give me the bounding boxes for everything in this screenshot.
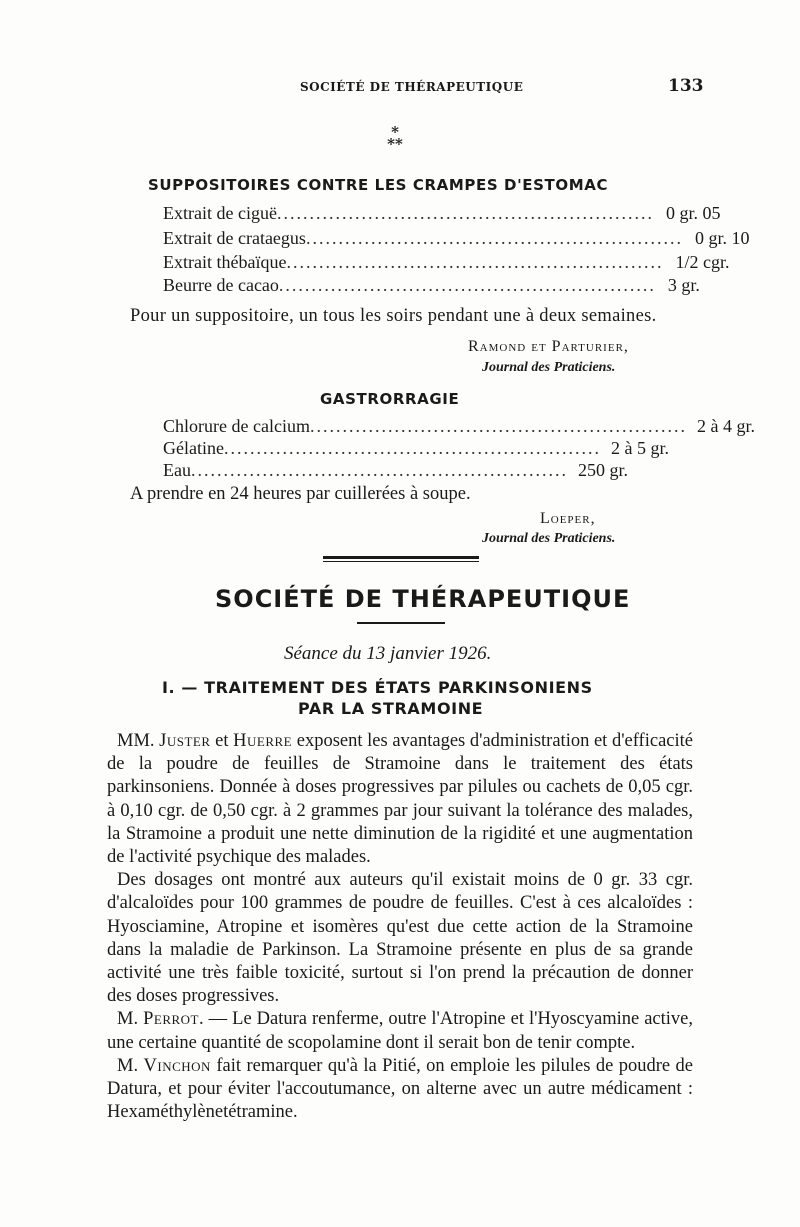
session-date: Séance du 13 janvier 1926. [284, 643, 492, 664]
prefix: M. [117, 1055, 144, 1076]
rx-line [163, 228, 750, 249]
gastrorragie-title: GASTRORRAGIE [320, 390, 460, 408]
rx-qty: 0 gr. 05 [665, 203, 721, 223]
rx-line [163, 460, 643, 481]
section-title-line2: PAR LA STRAMOINE [298, 699, 484, 718]
double-rule-bottom [323, 561, 479, 562]
paragraph-text: Des dosages ont montré aux auteurs qu'il existait moins de 0 gr. 33 cgr. d'alcaloïdes pour 100 grammes de poudre de feuilles. C'est à ces alcaloïdes : Hyosciamine, Atropine et isomères qu'est due cette action de la Stramoine dans la maladie de Parkinson. La Stramoine présente en plus de sa grande activité une très faible toxicité, surtout si l'on prend la précaution de donner des doses progressives. [107, 870, 693, 1007]
rx-name: Extrait thébaïque [163, 252, 287, 272]
leader-dots: .......................................................... [305, 228, 683, 248]
suppositoires-source: Journal des Praticiens. [482, 360, 616, 375]
rx-name: Eau [163, 460, 191, 480]
society-title: SOCIÉTÉ DE THÉRAPEUTIQUE [215, 585, 631, 613]
author-name: Vinchon [143, 1055, 211, 1076]
rx-qty: 3 gr. [667, 275, 700, 295]
connector: et [210, 731, 234, 751]
paragraph-text: exposent les avantages d'administration et d'efficacité de la poudre de feuilles de Stramoine dans le traitement des états parkinsoniens. Donnée à doses progressives par pilules ou cachets de 0,05 cgr. à 0,10 cgr. de 0,50 cgr. à 2 grammes par jour suivant la tolérance des malades, la Stramoine a produit une nette diminution de la rigidité et une augmentation de l'activité psychique des malades. [107, 731, 693, 868]
rx-name: Extrait de crataegus [163, 228, 306, 248]
leader-dots: .......................................................... [309, 416, 687, 436]
leader-dots: .......................................................... [278, 275, 656, 295]
paragraph [107, 1008, 693, 1054]
gastrorragie-source: Journal des Praticiens. [482, 531, 616, 546]
rx-line [163, 203, 721, 224]
page-number: 133 [668, 76, 704, 96]
prefix: MM. [117, 731, 160, 751]
double-rule-top [323, 556, 479, 559]
prefix: M. [117, 1009, 144, 1030]
leader-dots: .......................................................... [190, 460, 568, 480]
rx-name: Gélatine [163, 438, 224, 458]
leader-dots: .......................................................... [286, 252, 664, 272]
rx-name: Extrait de ciguë [163, 203, 277, 223]
rx-line [163, 275, 700, 296]
paragraph [107, 730, 693, 869]
rx-qty: 1/2 cgr. [675, 252, 730, 272]
author-name: Huerre [233, 731, 293, 751]
suppositoires-instruction: Pour un suppositoire, un tous les soirs pendant une à deux semaines. [130, 306, 657, 326]
rx-qty: 0 gr. 10 [694, 228, 750, 248]
running-title: SOCIÉTÉ DE THÉRAPEUTIQUE [300, 80, 524, 94]
rx-line [163, 252, 730, 273]
leader-dots: .......................................................... [223, 438, 601, 458]
paragraph [107, 1055, 693, 1125]
body-text [107, 730, 693, 1124]
title-rule [357, 622, 445, 624]
rx-name: Beurre de cacao [163, 275, 279, 295]
gastrorragie-author: Loeper, [540, 510, 596, 527]
rx-line [163, 416, 755, 437]
suppositoires-author: Ramond et Parturier, [468, 338, 629, 355]
paragraph-text: . — Le Datura renferme, outre l'Atropine et l'Hyoscyamine active, une certaine quantité de scopolamine dont il serait bon de tenir compte. [107, 1009, 694, 1053]
paragraph-text: fait remarquer qu'à la Pitié, on emploie les pilules de poudre de Datura, et pour éviter l'accoutumance, on alterne avec un autre médicament : Hexaméthylènetétramine. [107, 1055, 693, 1123]
rx-name: Chlorure de calcium [163, 416, 310, 436]
suppositoires-title: SUPPOSITOIRES CONTRE LES CRAMPES D'ESTOMAC [148, 176, 609, 194]
author-name: Perrot [143, 1009, 199, 1030]
rx-qty: 2 à 5 gr. [610, 438, 669, 458]
author-name: Juster [159, 731, 211, 751]
gastrorragie-instruction: A prendre en 24 heures par cuillerées à soupe. [130, 484, 471, 504]
rx-qty: 250 gr. [577, 460, 628, 480]
rx-qty: 2 à 4 gr. [696, 416, 755, 436]
separator-stars: * ** [387, 123, 403, 153]
rx-line [163, 438, 669, 459]
leader-dots: .......................................................... [276, 203, 654, 223]
section-title-line1: I. — TRAITEMENT DES ÉTATS PARKINSONIENS [162, 678, 593, 697]
paragraph [107, 869, 693, 1008]
